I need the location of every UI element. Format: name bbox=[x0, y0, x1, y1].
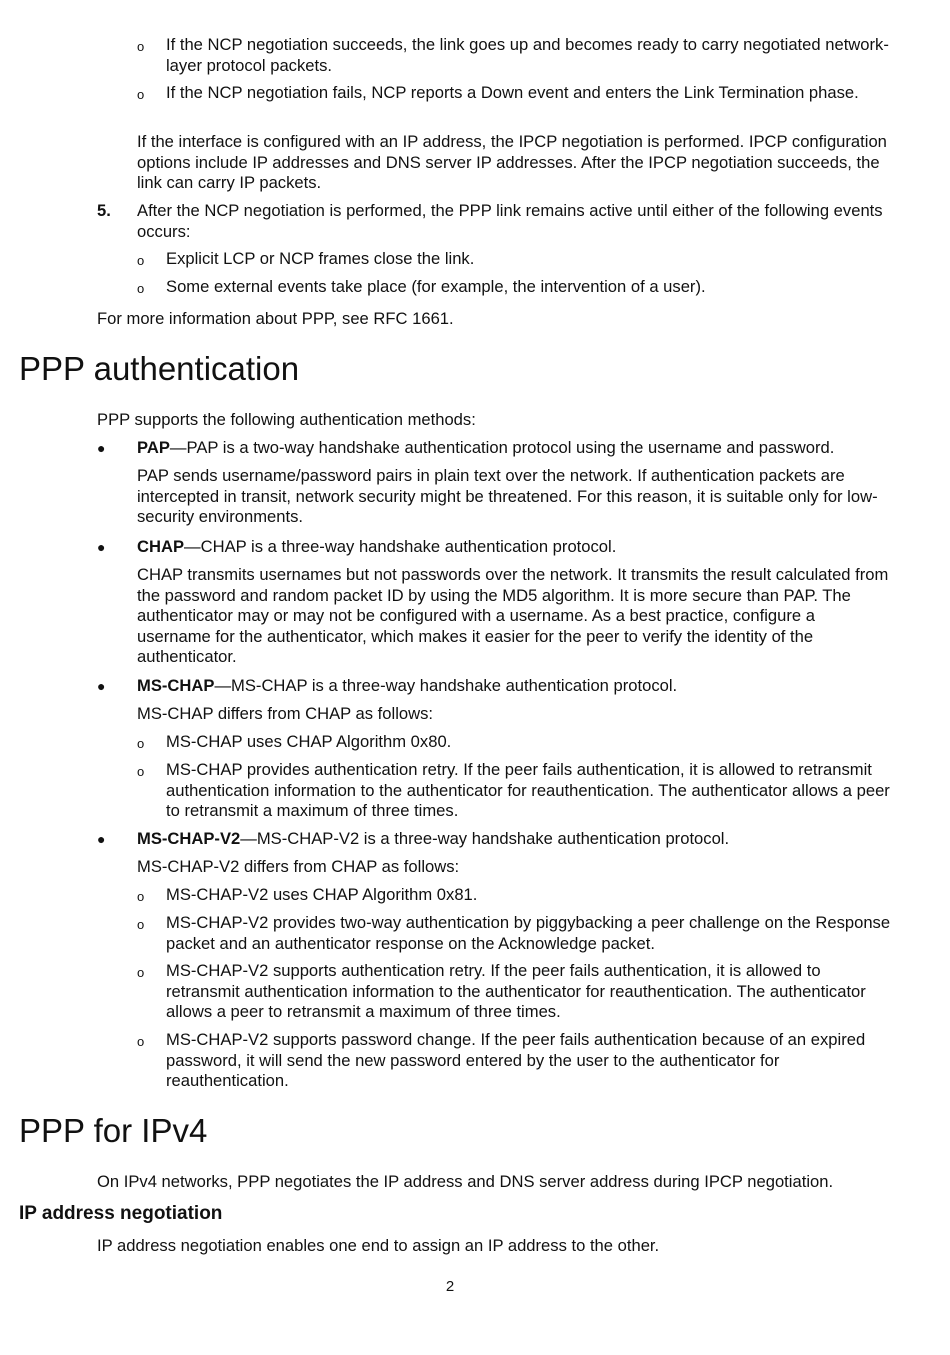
chap-desc: —CHAP is a three-way handshake authentication protocol. bbox=[184, 537, 617, 556]
sub-bullet-marker: o bbox=[137, 281, 145, 296]
sub-bullet-marker: o bbox=[137, 39, 145, 54]
subsection-heading-ip-negotiation: IP address negotiation bbox=[19, 1203, 223, 1224]
bullet-marker: ● bbox=[97, 440, 106, 456]
sub-bullet-marker: o bbox=[137, 253, 145, 268]
ncp-success-item: If the NCP negotiation succeeds, the link goes up and becomes ready to carry negotiated network-layer protocol packets. bbox=[166, 35, 889, 75]
bullet-marker: ● bbox=[97, 678, 106, 694]
mschapv2-term: MS-CHAP-V2 bbox=[137, 829, 241, 848]
ip-negotiation-intro: IP address negotiation enables one end to assign an IP address to the other. bbox=[97, 1236, 660, 1255]
bullet-marker: ● bbox=[97, 831, 106, 847]
section-heading-auth: PPP authentication bbox=[19, 350, 300, 387]
ncp-fail-item: If the NCP negotiation fails, NCP reports a Down event and enters the Link Termination phase. bbox=[166, 83, 859, 102]
pap-item bbox=[137, 438, 892, 459]
mschap-diff-item: MS-CHAP provides authentication retry. If the peer fails authentication, it is allowed to retransmit authentication information to the authenticator for reauthentication. The authenticator allows a peer to retransmit a maximum of three times. bbox=[166, 760, 890, 821]
step5-text: After the NCP negotiation is performed, the PPP link remains active until either of the following events occurs: bbox=[137, 201, 883, 241]
sub-bullet-marker: o bbox=[137, 965, 145, 980]
sub-bullet-marker: o bbox=[137, 889, 145, 904]
auth-intro: PPP supports the following authentication methods: bbox=[97, 410, 476, 429]
ipcp-paragraph: If the interface is configured with an IP address, the IPCP negotiation is performed. IPCP configuration options include IP addresses and DNS server IP addresses. After the IPCP negotiation succeeds, the link can carry IP packets. bbox=[137, 132, 887, 193]
mschap-desc: —MS-CHAP is a three-way handshake authentication protocol. bbox=[214, 676, 678, 695]
chap-item bbox=[137, 537, 892, 558]
mschapv2-diff-item: MS-CHAP-V2 uses CHAP Algorithm 0x81. bbox=[166, 885, 478, 904]
mschap-term: MS-CHAP bbox=[137, 676, 215, 695]
mschapv2-diff-item: MS-CHAP-V2 supports authentication retry. If the peer fails authentication, it is allowed to retransmit authentication information to the authenticator for reauthentication. The authenticator allows a peer to retransmit a maximum of three times. bbox=[166, 961, 866, 1022]
mschap-diff-item: MS-CHAP uses CHAP Algorithm 0x80. bbox=[166, 732, 452, 751]
sub-bullet-marker: o bbox=[137, 764, 145, 779]
mschap-item bbox=[137, 676, 892, 697]
pap-term: PAP bbox=[137, 438, 170, 457]
mschap-differs: MS-CHAP differs from CHAP as follows: bbox=[137, 704, 434, 723]
event-item: Some external events take place (for example, the intervention of a user). bbox=[166, 277, 706, 296]
page-number: 2 bbox=[445, 1278, 455, 1295]
rfc-note: For more information about PPP, see RFC 1661. bbox=[97, 309, 454, 328]
sub-bullet-marker: o bbox=[137, 87, 145, 102]
pap-desc: —PAP is a two-way handshake authentication protocol using the username and password. bbox=[169, 438, 835, 457]
mschapv2-item bbox=[137, 829, 892, 850]
sub-bullet-marker: o bbox=[137, 1034, 145, 1049]
sub-bullet-marker: o bbox=[137, 917, 145, 932]
mschapv2-diff-item: MS-CHAP-V2 supports password change. If the peer fails authentication because of an expired password, it will send the new password entered by the user to the authenticator for reauthentication. bbox=[166, 1030, 866, 1091]
ipv4-intro: On IPv4 networks, PPP negotiates the IP address and DNS server address during IPCP negotiation. bbox=[97, 1172, 834, 1191]
chap-term: CHAP bbox=[137, 537, 185, 556]
section-heading-ipv4: PPP for IPv4 bbox=[19, 1112, 208, 1149]
bullet-marker: ● bbox=[97, 539, 106, 555]
event-item: Explicit LCP or NCP frames close the link. bbox=[166, 249, 475, 268]
chap-detail: CHAP transmits usernames but not passwords over the network. It transmits the result calculated from the password and random packet ID by using the MD5 algorithm. It is more secure than PAP. The authenticator may or may not be configured with a username. As a best practice, configure a username for the authenticator, which makes it easier for the peer to verify the identity of the authenticator. bbox=[137, 565, 889, 667]
sub-bullet-marker: o bbox=[137, 736, 145, 751]
mschapv2-diff-item: MS-CHAP-V2 provides two-way authentication by piggybacking a peer challenge on the Response packet and an authenticator response on the Acknowledge packet. bbox=[166, 913, 891, 953]
pap-detail: PAP sends username/password pairs in plain text over the network. If authentication packets are intercepted in transit, network security might be threatened. For this reason, it is suitable only for low-security environments. bbox=[137, 466, 878, 527]
step-number: 5. bbox=[97, 201, 111, 220]
mschapv2-differs: MS-CHAP-V2 differs from CHAP as follows: bbox=[137, 857, 460, 876]
mschapv2-desc: —MS-CHAP-V2 is a three-way handshake authentication protocol. bbox=[240, 829, 730, 848]
